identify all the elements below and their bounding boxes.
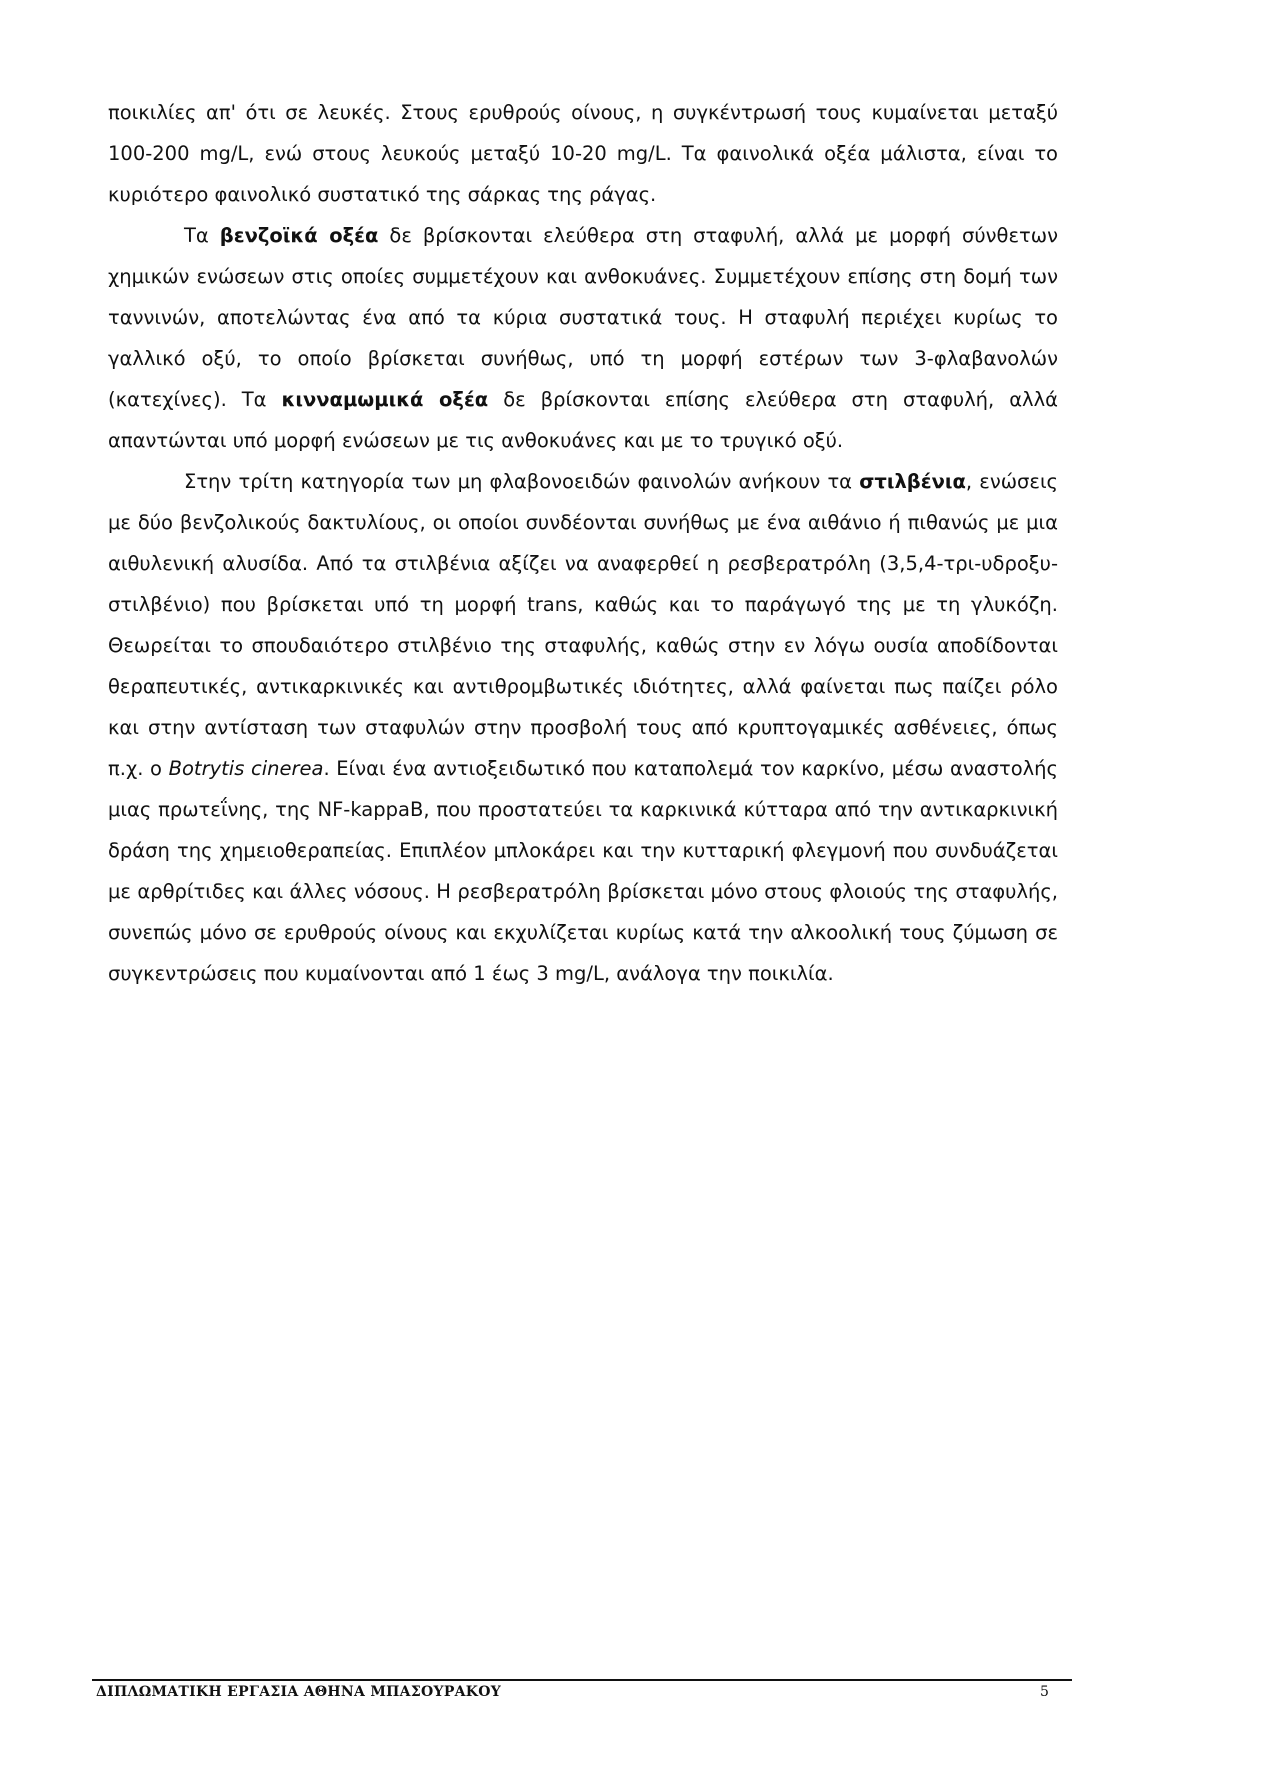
paragraph-3-part-1: , ενώσεις με δύο βενζολικούς δακτυλίους, οι οποίοι συνδέονται συνήθως με ένα αιθάνιο ή πιθανώς με μια αιθυλενική αλυσίδα. Από τα στιλβένια αξίζει να αναφερθεί η ρεσβερατρόλη (3,5,4-τρι-υδροξυ-στιλβένιο) που βρίσκεται υπό τη μορφή trans, καθώς και το παράγωγό της με τη γλυκόζη. Θεωρείται το σπουδαιότερο στιλβένιο της σταφυλής, καθώς στην εν λόγω ουσία αποδίδονται θεραπευτικές, αντικαρκινικές και αντιθρομβωτικές ιδιότητες, αλλά φαίνεται πως παίζει ρόλο και στην αντίσταση των σταφυλών στην προσβολή τους από κρυπτογαμικές ασθένειες, όπως π.χ. ο bbox=[108, 470, 1058, 780]
footer-title: ΔΙΠΛΩΜΑΤΙΚΗ ΕΡΓΑΣΙΑ ΑΘΗΝΑ ΜΠΑΣΟΥΡΑΚΟΥ bbox=[96, 1684, 502, 1700]
paragraph-3-lead: Στην τρίτη κατηγορία των μη φλαβονοειδών φαινολών ανήκουν τα bbox=[184, 470, 860, 493]
footer-rule bbox=[92, 1679, 1072, 1681]
paragraph-2-lead: Τα bbox=[184, 224, 220, 247]
paragraph-1-text: ποικιλίες απ' ότι σε λευκές. Στους ερυθρούς οίνους, η συγκέντρωσή τους κυμαίνεται μεταξύ 100-200 mg/L, ενώ στους λευκούς μεταξύ 10-20 mg/L. Τα φαινολικά οξέα μάλιστα, είναι το κυριότερο φαινολικό συστατικό της σάρκας της ράγας. bbox=[108, 101, 1058, 206]
paragraph-3-part-2: . Είναι ένα αντιοξειδωτικό που καταπολεμά τον καρκίνο, μέσω αναστολής μιας πρωτεΐνης, της NF-kappaB, που προστατεύει τα καρκινικά κύτταρα από την αντικαρκινική δράση της χημειοθεραπείας. Επιπλέον μπλοκάρει και την κυτταρική φλεγμονή που συνδυάζεται με αρθρίτιδες και άλλες νόσους. Η ρεσβερατρόλη βρίσκεται μόνο στους φλοιούς της σταφυλής, συνεπώς μόνο σε ερυθρούς οίνους και εκχυλίζεται κυρίως κατά την αλκοολική τους ζύμωση σε συγκεντρώσεις που κυμαίνονται από 1 έως 3 mg/L, ανάλογα την ποικιλία. bbox=[108, 757, 1058, 985]
paragraph-2 bbox=[108, 215, 1058, 461]
species-name: Botrytis cinerea bbox=[168, 757, 324, 780]
term-stilbenes: στιλβένια bbox=[859, 470, 966, 493]
page-number: 5 bbox=[1040, 1684, 1049, 1700]
paragraph-1 bbox=[108, 92, 1058, 215]
paragraph-3 bbox=[108, 461, 1058, 994]
paragraph-2-part-1: δε βρίσκονται ελεύθερα στη σταφυλή, αλλά με μορφή σύνθετων χημικών ενώσεων στις οποίες συμμετέχουν και ανθοκυάνες. Συμμετέχουν επίσης στη δομή των ταννινών, αποτελώντας ένα από τα κύρια συστατικά τους. Η σταφυλή περιέχει κυρίως το γαλλικό οξύ, το οποίο βρίσκεται συνήθως, υπό τη μορφή εστέρων των 3-φλαβανολών (κατεχίνες). Τα bbox=[108, 224, 1058, 411]
term-cinnamic-acids: κινναμωμικά οξέα bbox=[281, 388, 489, 411]
term-benzoic-acids: βενζοϊκά οξέα bbox=[219, 224, 379, 247]
body-text bbox=[108, 92, 1058, 994]
paragraph-2-part-2: δε βρίσκονται επίσης ελεύθερα στη σταφυλή, αλλά απαντώνται υπό μορφή ενώσεων με τις ανθοκυάνες και με το τρυγικό οξύ. bbox=[108, 388, 1058, 452]
